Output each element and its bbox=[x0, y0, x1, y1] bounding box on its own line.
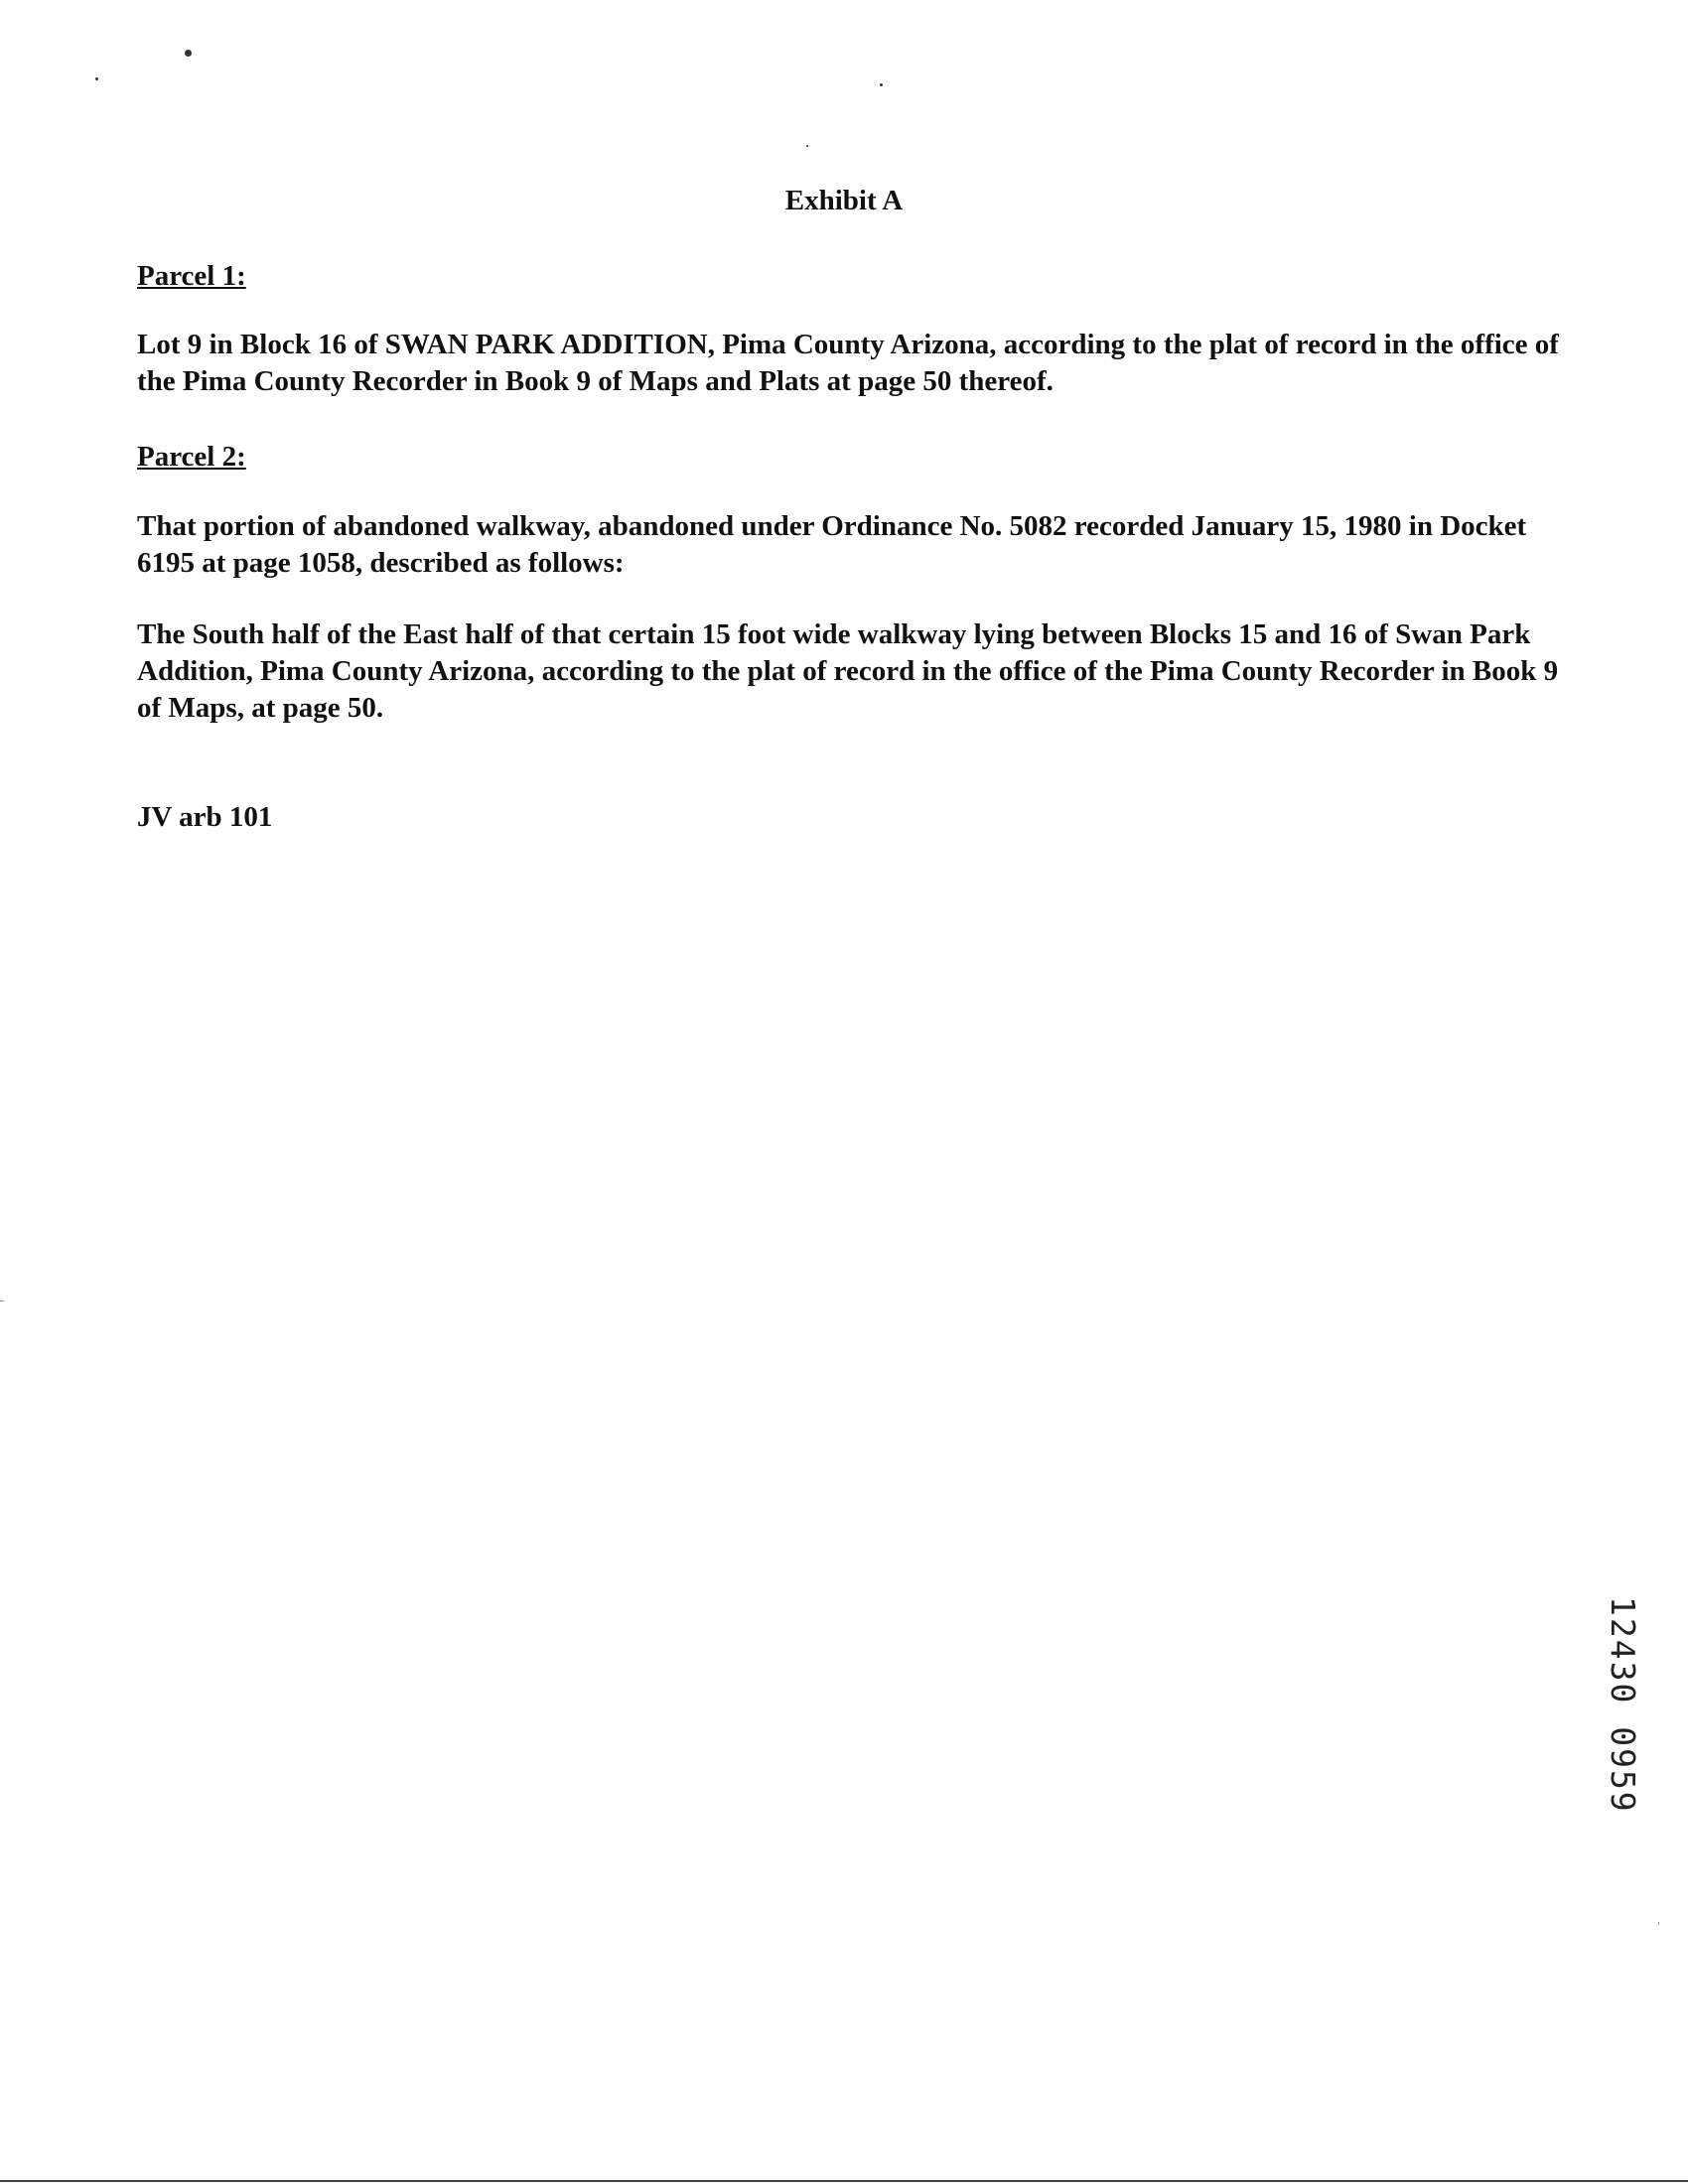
parcel-2-legal-description: The South half of the East half of that certain 15 foot wide walkway lying between Blocks 15 and 16 of Swan Park Addition, Pima County Arizona, according to the plat of record in the office of the Pima County Recorder in Book 9 of Maps, at page 50. bbox=[137, 618, 1559, 724]
parcel-1-description: Lot 9 in Block 16 of SWAN PARK ADDITION, Pima County Arizona, according to the plat of record in the office of the Pima County Recorder in Book 9 of Maps and Plats at page 50 thereof. bbox=[137, 329, 1559, 397]
scan-speck bbox=[95, 77, 98, 80]
recording-stamp: 12430 0959 bbox=[1604, 1596, 1642, 1814]
parcel-2-description: That portion of abandoned walkway, abandoned under Ordinance No. 5082 recorded January 15, 1980 in Docket 6195 at page 1058, described as follows: bbox=[137, 510, 1527, 579]
scan-speck bbox=[185, 50, 192, 57]
parcel-1-heading: Parcel 1: bbox=[137, 260, 246, 292]
scan-mark bbox=[1658, 1922, 1659, 1925]
scan-speck bbox=[806, 145, 808, 147]
document-title: Exhibit A bbox=[784, 185, 904, 216]
scan-mark bbox=[0, 1300, 4, 1301]
parcel-2-heading: Parcel 2: bbox=[137, 441, 246, 473]
reference-code: JV arb 101 bbox=[137, 801, 273, 833]
page-bottom-edge bbox=[0, 2180, 1688, 2182]
scan-speck bbox=[880, 83, 883, 86]
